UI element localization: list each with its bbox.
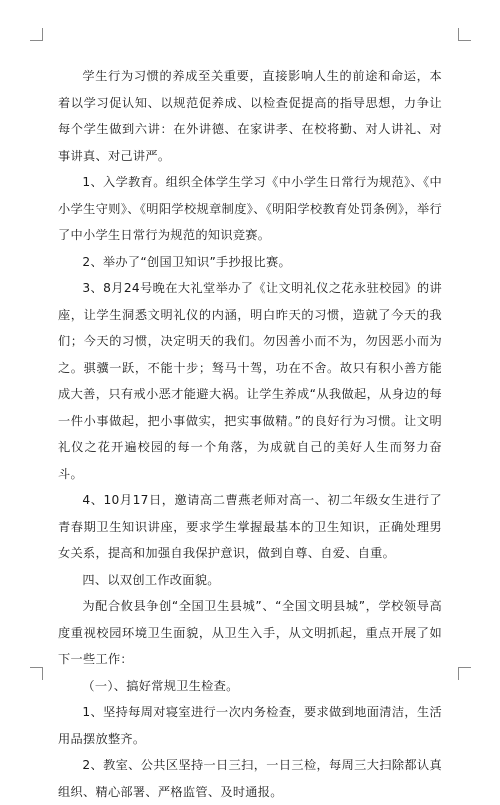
paragraph-section-intro: 为配合攸县争创“全国卫生县城”、“全国文明县城”，学校领导高度重视校园环境卫生面貌，从卫生入手，从文明抓起，重点开展了如下一些工作： <box>58 599 442 666</box>
crop-mark-bottom-left <box>30 667 43 680</box>
paragraph-sub-item-2: 2、教室、公共区坚持一日三扫，一日三检，每周三大扫除都认真组织、精心部署、严格监管、及时通报。 <box>58 758 442 799</box>
paragraph-item-3: 3、8月24号晚在大礼堂举办了《让文明礼仪之花永驻校园》的讲座，让学生洞悉文明礼仪的内涵，明白昨天的习惯，造就了今天的我们；今天的习惯，决定明天的我们。勿因善小而不为，勿因恶小而为之。骐骥一跃，不能十步；驽马十驾，功在不舍。故只有积小善方能成大善，只有戒小恶才能避大祸。让学生养成“从我做起，从身边的每一件小事做起，把小事做实，把实事做精。”的良好行为习惯。让文明礼仪之花开遍校园的每一个角落，为成就自己的美好人生而努力奋斗。 <box>58 281 442 481</box>
paragraph-item-1: 1、入学教育。组织全体学生学习《中小学生日常行为规范》、《中小学生守则》、《明阳学校规章制度》、《明阳学校教育处罚条例》，举行了中小学生日常行为规范的知识竞赛。 <box>58 175 442 242</box>
paragraph-intro: 学生行为习惯的养成至关重要，直接影响人生的前途和命运，本着以学习促认知、以规范促养成、以检查促提高的指导思想，力争让每个学生做到六讲：在外讲德、在家讲孝、在校将勤、对人讲礼、对事讲真、对己讲严。 <box>58 69 442 163</box>
subsection-heading-1: （一）、搞好常规卫生检查。 <box>82 678 239 693</box>
paragraph-item-2: 2、举办了“创国卫知识”手抄报比赛。 <box>82 254 291 269</box>
crop-mark-bottom-right <box>458 667 471 680</box>
crop-mark-top-right <box>458 28 471 41</box>
crop-mark-top-left <box>30 28 43 41</box>
paragraph-item-4: 4、10月17日，邀请高二曹燕老师对高一、初二年级女生进行了青春期卫生知识讲座，要求学生掌握最基本的卫生知识，正确处理男女关系，提高和加强自我保护意识，做到自尊、自爱、自重。 <box>58 493 442 560</box>
document-body <box>58 63 442 805</box>
section-heading-4: 四、以双创工作改面貌。 <box>82 572 220 587</box>
paragraph-sub-item-1: 1、坚持每周对寝室进行一次内务检查，要求做到地面清洁，生活用品摆放整齐。 <box>58 705 442 746</box>
